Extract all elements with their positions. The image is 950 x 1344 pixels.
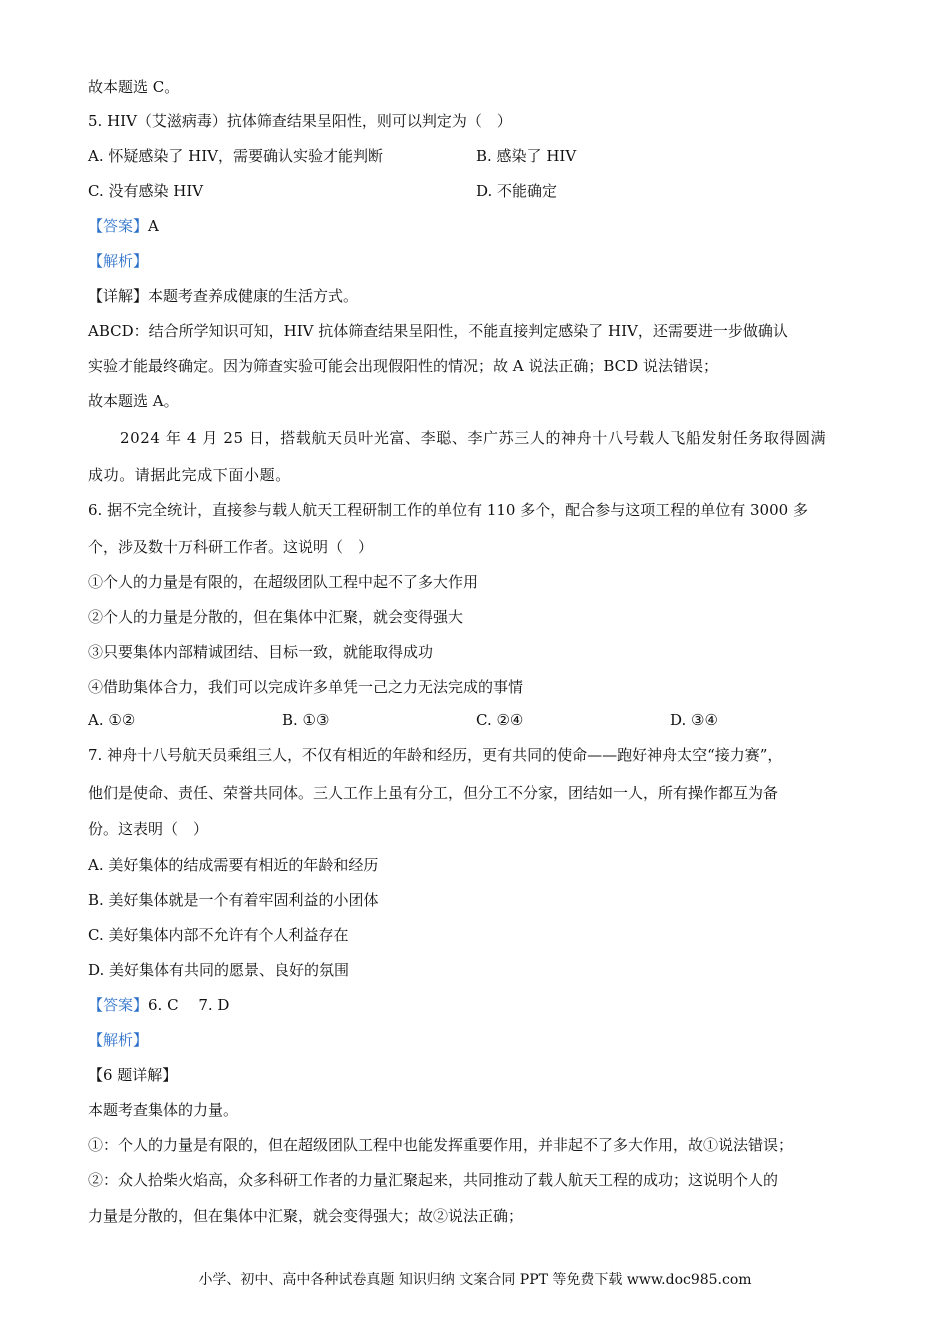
explanation-6-line-0: 本题考查集体的力量。 bbox=[88, 1101, 239, 1119]
passage-line-2: 成功。请据此完成下面小题。 bbox=[88, 466, 291, 484]
answer-tag: 【答案】 bbox=[88, 996, 149, 1014]
question-5-option-c: C. 没有感染 HIV bbox=[88, 182, 204, 200]
analysis-tag: 【解析】 bbox=[88, 252, 149, 270]
selection-5-line: 故本题选 A。 bbox=[88, 392, 179, 410]
question-6-option-a: A. ①② bbox=[88, 711, 136, 729]
question-6-statement-4: ④借助集体合力，我们可以完成许多单凭一己之力无法完成的事情 bbox=[88, 678, 524, 696]
question-6-option-b: B. ①③ bbox=[282, 711, 330, 729]
answer-5-line bbox=[88, 216, 159, 236]
question-6-line-2: 个，涉及数十万科研工作者。这说明（ ） bbox=[88, 538, 374, 556]
explanation-5-line-2: 实验才能最终确定。因为筛查实验可能会出现假阳性的情况；故 A 说法正确；BCD 说法错误； bbox=[88, 357, 718, 375]
question-6-statement-1: ①个人的力量是有限的，在超级团队工程中起不了多大作用 bbox=[88, 573, 479, 591]
question-7-line-1: 7. 神舟十八号航天员乘组三人，不仅有相近的年龄和经历，更有共同的使命——跑好神舟太空“接力赛”， bbox=[88, 746, 783, 764]
question-5-option-b: B. 感染了 HIV bbox=[476, 147, 577, 165]
question-5-option-a: A. 怀疑感染了 HIV，需要确认实验才能判断 bbox=[88, 147, 383, 165]
question-5-option-d: D. 不能确定 bbox=[476, 182, 558, 200]
question-7-option-c: C. 美好集体内部不允许有个人利益存在 bbox=[88, 926, 349, 944]
question-7-option-d: D. 美好集体有共同的愿景、良好的氛围 bbox=[88, 961, 350, 979]
question-7-line-3: 份。这表明（ ） bbox=[88, 820, 209, 838]
conclusion-line: 故本题选 C。 bbox=[88, 78, 180, 96]
explanation-6-line-3: 力量是分散的，但在集体中汇聚，就会变得强大；故②说法正确； bbox=[88, 1207, 524, 1225]
question-6-detail-heading: 【6 题详解】 bbox=[88, 1066, 178, 1084]
question-6-option-c: C. ②④ bbox=[476, 711, 524, 729]
question-6-option-d: D. ③④ bbox=[670, 711, 718, 729]
answer-tag: 【答案】 bbox=[88, 217, 149, 235]
page-footer: 小学、初中、高中各种试卷真题 知识归纳 文案合同 PPT 等免费下载 www.doc985.com bbox=[198, 1272, 752, 1288]
answer-value: A bbox=[148, 217, 159, 235]
question-6-statement-3: ③只要集体内部精诚团结、目标一致，就能取得成功 bbox=[88, 643, 434, 661]
explanation-6-line-2: ②：众人拾柴火焰高，众多科研工作者的力量汇聚起来，共同推动了载人航天工程的成功；这说明个人的 bbox=[88, 1171, 779, 1189]
question-7-line-2: 他们是使命、责任、荣誉共同体。三人工作上虽有分工，但分工不分家，团结如一人，所有操作都互为备 bbox=[88, 784, 779, 802]
question-5-stem: 5. HIV（艾滋病毒）抗体筛查结果呈阳性，则可以判定为（ ） bbox=[88, 112, 512, 130]
analysis-tag: 【解析】 bbox=[88, 1031, 149, 1049]
answer-6-7-line bbox=[88, 995, 229, 1015]
question-7-option-a: A. 美好集体的结成需要有相近的年龄和经历 bbox=[88, 856, 379, 874]
answer-value: 6. C 7. D bbox=[148, 996, 230, 1014]
question-7-option-b: B. 美好集体就是一个有着牢固利益的小团体 bbox=[88, 891, 379, 909]
question-6-line-1: 6. 据不完全统计，直接参与载人航天工程研制工作的单位有 110 多个，配合参与这项工程的单位有 3000 多 bbox=[88, 501, 808, 519]
explanation-6-line-1: ①：个人的力量是有限的，但在超级团队工程中也能发挥重要作用，并非起不了多大作用，故①说法错误； bbox=[88, 1136, 794, 1154]
explanation-5-line-1: ABCD：结合所学知识可知，HIV 抗体筛查结果呈阳性，不能直接判定感染了 HIV，还需要进一步做确认 bbox=[88, 322, 788, 340]
question-6-statement-2: ②个人的力量是分散的，但在集体中汇聚，就会变得强大 bbox=[88, 608, 464, 626]
passage-line-1: 2024 年 4 月 25 日，搭载航天员叶光富、李聪、李广苏三人的神舟十八号载人飞船发射任务取得圆满 bbox=[120, 429, 827, 447]
detail-5-line: 【详解】本题考查养成健康的生活方式。 bbox=[88, 287, 359, 305]
